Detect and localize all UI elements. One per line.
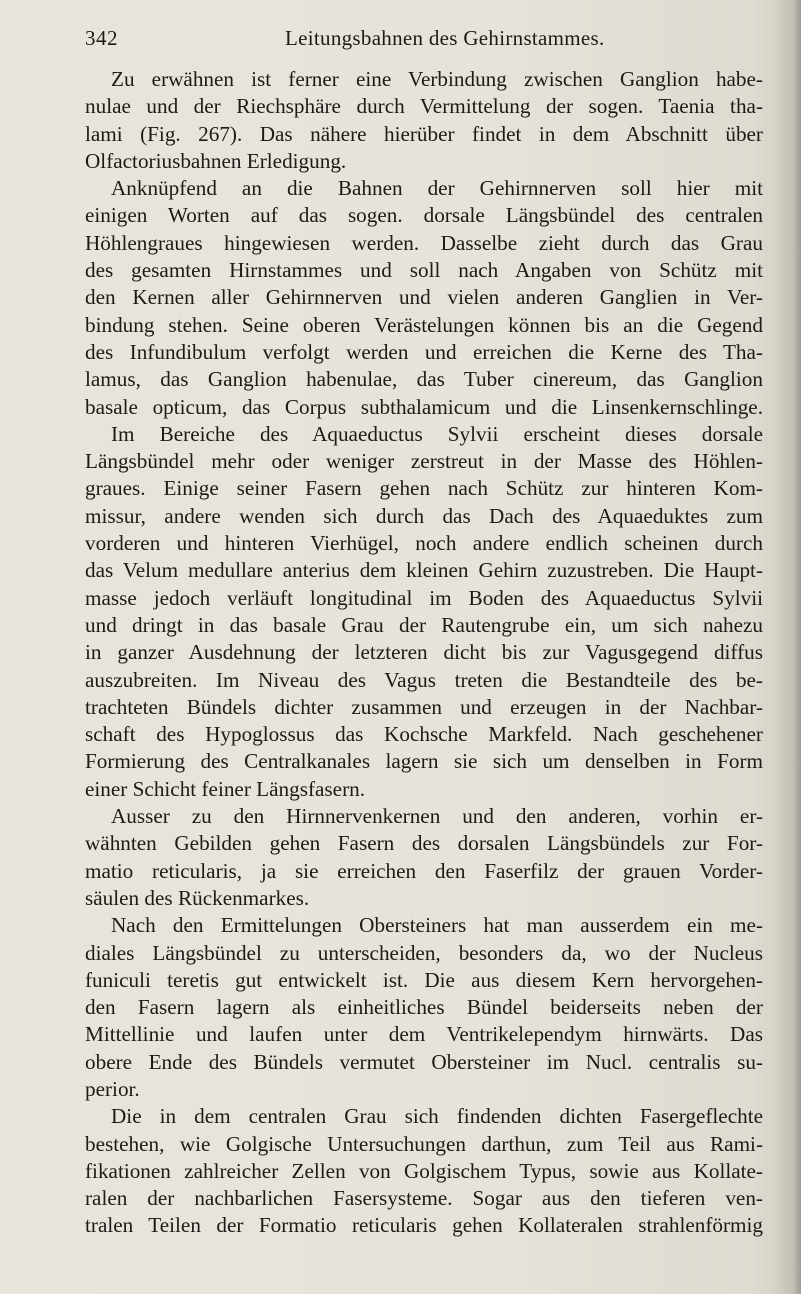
text-line: einigen Worten auf das sogen. dorsale Längsbündel des centralen <box>85 203 763 228</box>
text-line: des gesamten Hirnstammes und soll nach Angaben von Schütz mit <box>85 258 763 283</box>
page-edge-shadow <box>773 0 801 1294</box>
text-line: das Velum medullare anterius dem kleinen Gehirn zuzustreben. Die Haupt- <box>85 558 763 583</box>
text-line: lamus, das Ganglion habenulae, das Tuber cinereum, das Ganglion <box>85 367 763 392</box>
text-line: nulae und der Riechsphäre durch Vermittelung der sogen. Taenia tha- <box>85 94 763 119</box>
text-line: lami (Fig. 267). Das nähere hierüber findet in dem Abschnitt über <box>85 121 763 146</box>
text-line: bindung stehen. Seine oberen Verästelungen können bis an die Gegend <box>85 312 763 337</box>
text-line: basale opticum, das Corpus subthalamicum und die Linsenkernschlinge. <box>85 394 763 419</box>
text-line: diales Längsbündel zu unterscheiden, besonders da, wo der Nucleus <box>85 940 763 965</box>
text-line: funiculi teretis gut entwickelt ist. Die aus diesem Kern hervorgehen- <box>85 967 763 992</box>
text-line: in ganzer Ausdehnung der letzteren dicht bis zur Vagusgegend diffus <box>85 640 763 665</box>
text-line: Mittellinie und laufen unter dem Ventrikelependym hirnwärts. Das <box>85 1022 763 1047</box>
text-line: fikationen zahlreicher Zellen von Golgischem Typus, sowie aus Kollate- <box>85 1158 763 1183</box>
text-line: Anknüpfend an die Bahnen der Gehirnnerven soll hier mit <box>111 176 763 201</box>
text-line: Längsbündel mehr oder weniger zerstreut in der Masse des Höhlen- <box>85 449 763 474</box>
text-line: Höhlengraues hingewiesen werden. Dasselbe zieht durch das Grau <box>85 230 763 255</box>
text-line: den Fasern lagern als einheitliches Bündel beiderseits neben der <box>85 995 763 1020</box>
text-line: Formierung des Centralkanales lagern sie sich um denselben in Form <box>85 749 763 774</box>
text-line: Die in dem centralen Grau sich findenden dichten Fasergeflechte <box>111 1104 763 1129</box>
page-number: 342 <box>85 26 118 50</box>
text-line: Im Bereiche des Aquaeductus Sylvii erscheint dieses dorsale <box>111 421 763 446</box>
text-line: missur, andere wenden sich durch das Dach des Aquaeduktes zum <box>85 503 763 528</box>
text-line: matio reticularis, ja sie erreichen den Faserfilz der grauen Vorder- <box>85 858 763 883</box>
body-text <box>85 66 763 1240</box>
text-line: Ausser zu den Hirnnervenkernen und den anderen, vorhin er- <box>111 804 763 829</box>
text-line: bestehen, wie Golgische Untersuchungen darthun, zum Teil aus Rami- <box>85 1131 763 1156</box>
text-line: ralen der nachbarlichen Fasersysteme. Sogar aus den tieferen ven- <box>85 1186 763 1211</box>
running-title: Leitungsbahnen des Gehirnstammes. <box>285 26 605 50</box>
text-line: säulen des Rückenmarkes. <box>85 885 310 910</box>
text-line: vorderen und hinteren Vierhügel, noch andere endlich scheinen durch <box>85 531 763 556</box>
text-line: tralen Teilen der Formatio reticularis gehen Kollateralen strahlenförmig <box>85 1213 763 1238</box>
text-line: graues. Einige seiner Fasern gehen nach Schütz zur hinteren Kom- <box>85 476 763 501</box>
text-line: wähnten Gebilden gehen Fasern des dorsalen Längsbündels zur For- <box>85 831 763 856</box>
text-line: und dringt in das basale Grau der Rautengrube ein, um sich nahezu <box>85 612 763 637</box>
text-line: perior. <box>85 1076 140 1101</box>
text-line: Zu erwähnen ist ferner eine Verbindung zwischen Ganglion habe- <box>111 67 763 91</box>
text-line: masse jedoch verläuft longitudinal im Boden des Aquaeductus Sylvii <box>85 585 763 610</box>
text-line: Nach den Ermittelungen Obersteiners hat man ausserdem ein me- <box>111 913 763 938</box>
text-line: den Kernen aller Gehirnnerven und vielen anderen Ganglien in Ver- <box>85 285 763 310</box>
text-line: Olfactoriusbahnen Erledigung. <box>85 148 347 173</box>
text-line: obere Ende des Bündels vermutet Obersteiner im Nucl. centralis su- <box>85 1049 763 1074</box>
text-line: des Infundibulum verfolgt werden und erreichen die Kerne des Tha- <box>85 339 763 364</box>
text-line: trachteten Bündels dichter zusammen und erzeugen in der Nachbar- <box>85 694 763 719</box>
text-line: auszubreiten. Im Niveau des Vagus treten die Bestandteile des be- <box>85 667 763 692</box>
page-header <box>85 26 755 56</box>
text-line: schaft des Hypoglossus das Kochsche Markfeld. Nach geschehener <box>85 722 763 747</box>
text-line: einer Schicht feiner Längsfasern. <box>85 776 366 801</box>
